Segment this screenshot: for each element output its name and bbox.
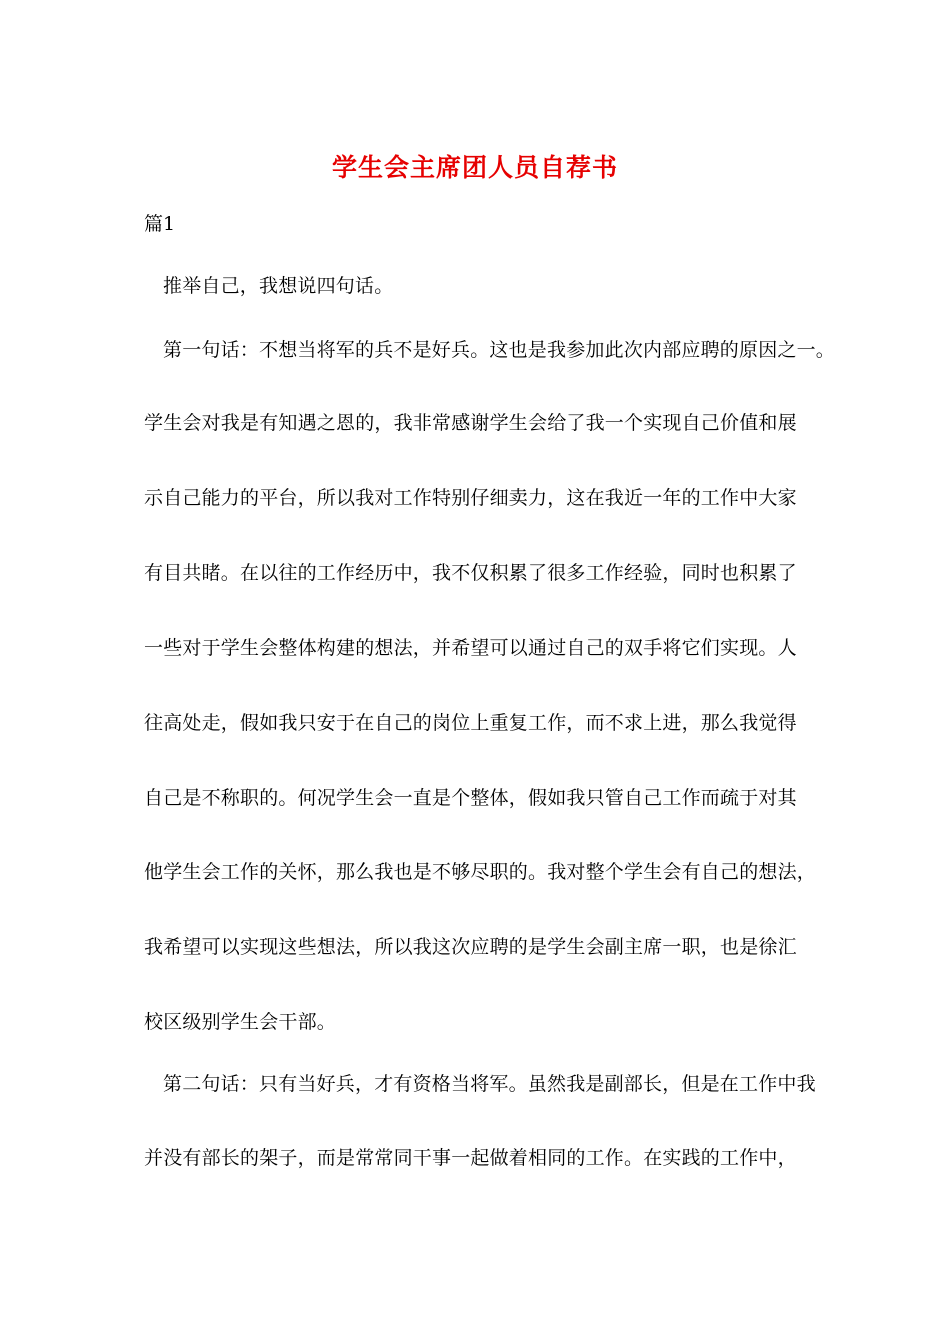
paragraph-line: 有目共睹。在以往的工作经历中，我不仅积累了很多工作经验，同时也积累了	[144, 562, 797, 584]
paragraph-line: 第一句话：不想当将军的兵不是好兵。这也是我参加此次内部应聘的原因之一。	[163, 339, 836, 361]
paragraph-line: 我希望可以实现这些想法，所以我这次应聘的是学生会副主席一职，也是徐汇	[144, 936, 797, 958]
paragraph-line: 一些对于学生会整体构建的想法，并希望可以通过自己的双手将它们实现。人	[144, 637, 797, 659]
paragraph-line: 第二句话：只有当好兵，才有资格当将军。虽然我是副部长，但是在工作中我	[163, 1073, 816, 1095]
paragraph-line: 推举自己，我想说四句话。	[163, 275, 394, 297]
paragraph-line: 往高处走，假如我只安于在自己的岗位上重复工作，而不求上进，那么我觉得	[144, 712, 797, 734]
paragraph-line: 校区级别学生会干部。	[144, 1011, 337, 1033]
section-label: 篇1	[144, 213, 176, 235]
paragraph-line: 并没有部长的架子，而是常常同干事一起做着相同的工作。在实践的工作中，	[144, 1147, 797, 1169]
paragraph-line: 学生会对我是有知遇之恩的，我非常感谢学生会给了我一个实现自己价值和展	[144, 412, 797, 434]
paragraph-line: 示自己能力的平台，所以我对工作特别仔细卖力，这在我近一年的工作中大家	[144, 487, 797, 509]
paragraph-line: 自己是不称职的。何况学生会一直是个整体，假如我只管自己工作而疏于对其	[144, 787, 797, 809]
document-title: 学生会主席团人员自荐书	[331, 153, 618, 182]
paragraph-line: 他学生会工作的关怀，那么我也是不够尽职的。我对整个学生会有自己的想法，	[144, 861, 817, 883]
